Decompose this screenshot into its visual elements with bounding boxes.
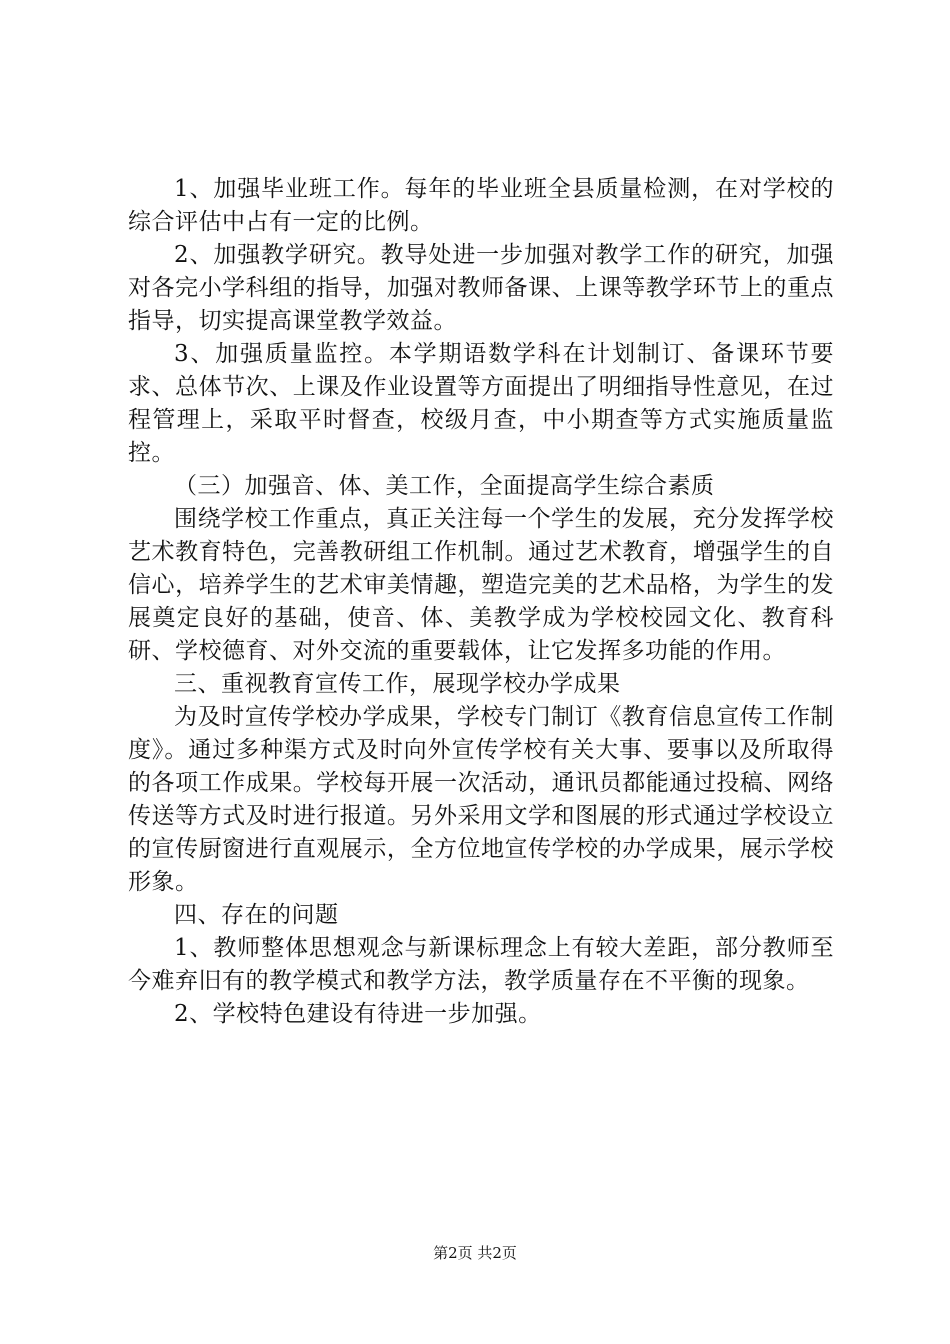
paragraph-problem-features: 2、学校特色建设有待进一步加强。 xyxy=(174,1001,542,1027)
paragraph-quality-monitoring: 3、加强质量监控。本学期语数学科在计划制订、备课环节要求、总体节次、上课及作业设置等方面提出了明细指导性意见，在过程管理上，采取平时督查，校级月查，中小期查等方式实施质量监控。 xyxy=(128,341,834,466)
document-body xyxy=(128,173,834,1031)
section-heading-publicity: 三、重视教育宣传工作，展现学校办学成果 xyxy=(174,671,621,697)
paragraph-arts-education: 围绕学校工作重点，真正关注每一个学生的发展，充分发挥学校艺术教育特色，完善教研组工作机制。通过艺术教育，增强学生的自信心，培养学生的艺术审美情趣，塑造完美的艺术品格，为学生的发展奠定良好的基础，使音、体、美教学成为学校校园文化、教育科研、学校德育、对外交流的重要载体，让它发挥多功能的作用。 xyxy=(128,506,834,664)
paragraph-publicity: 为及时宣传学校办学成果，学校专门制订《教育信息宣传工作制度》。通过多种渠方式及时向外宣传学校有关大事、要事以及所取得的各项工作成果。学校每开展一次活动，通讯员都能通过投稿、网络传送等方式及时进行报道。另外采用文学和图展的形式通过学校设立的宣传厨窗进行直观展示，全方位地宣传学校的办学成果，展示学校形象。 xyxy=(128,704,834,895)
paragraph-problem-teachers: 1、教师整体思想观念与新课标理念上有较大差距，部分教师至今难弃旧有的教学模式和教学方法，教学质量存在不平衡的现象。 xyxy=(128,935,834,994)
page-number-footer: 第2页 共2页 xyxy=(433,1244,517,1262)
paragraph-teaching-research: 2、加强教学研究。教导处进一步加强对教学工作的研究，加强对各完小学科组的指导，加强对教师备课、上课等教学环节上的重点指导，切实提高课堂教学效益。 xyxy=(128,242,834,334)
section-heading-arts: （三）加强音、体、美工作，全面提高学生综合素质 xyxy=(174,473,715,499)
section-heading-problems: 四、存在的问题 xyxy=(174,902,339,928)
paragraph-graduating-class: 1、加强毕业班工作。每年的毕业班全县质量检测，在对学校的综合评估中占有一定的比例。 xyxy=(128,176,834,235)
